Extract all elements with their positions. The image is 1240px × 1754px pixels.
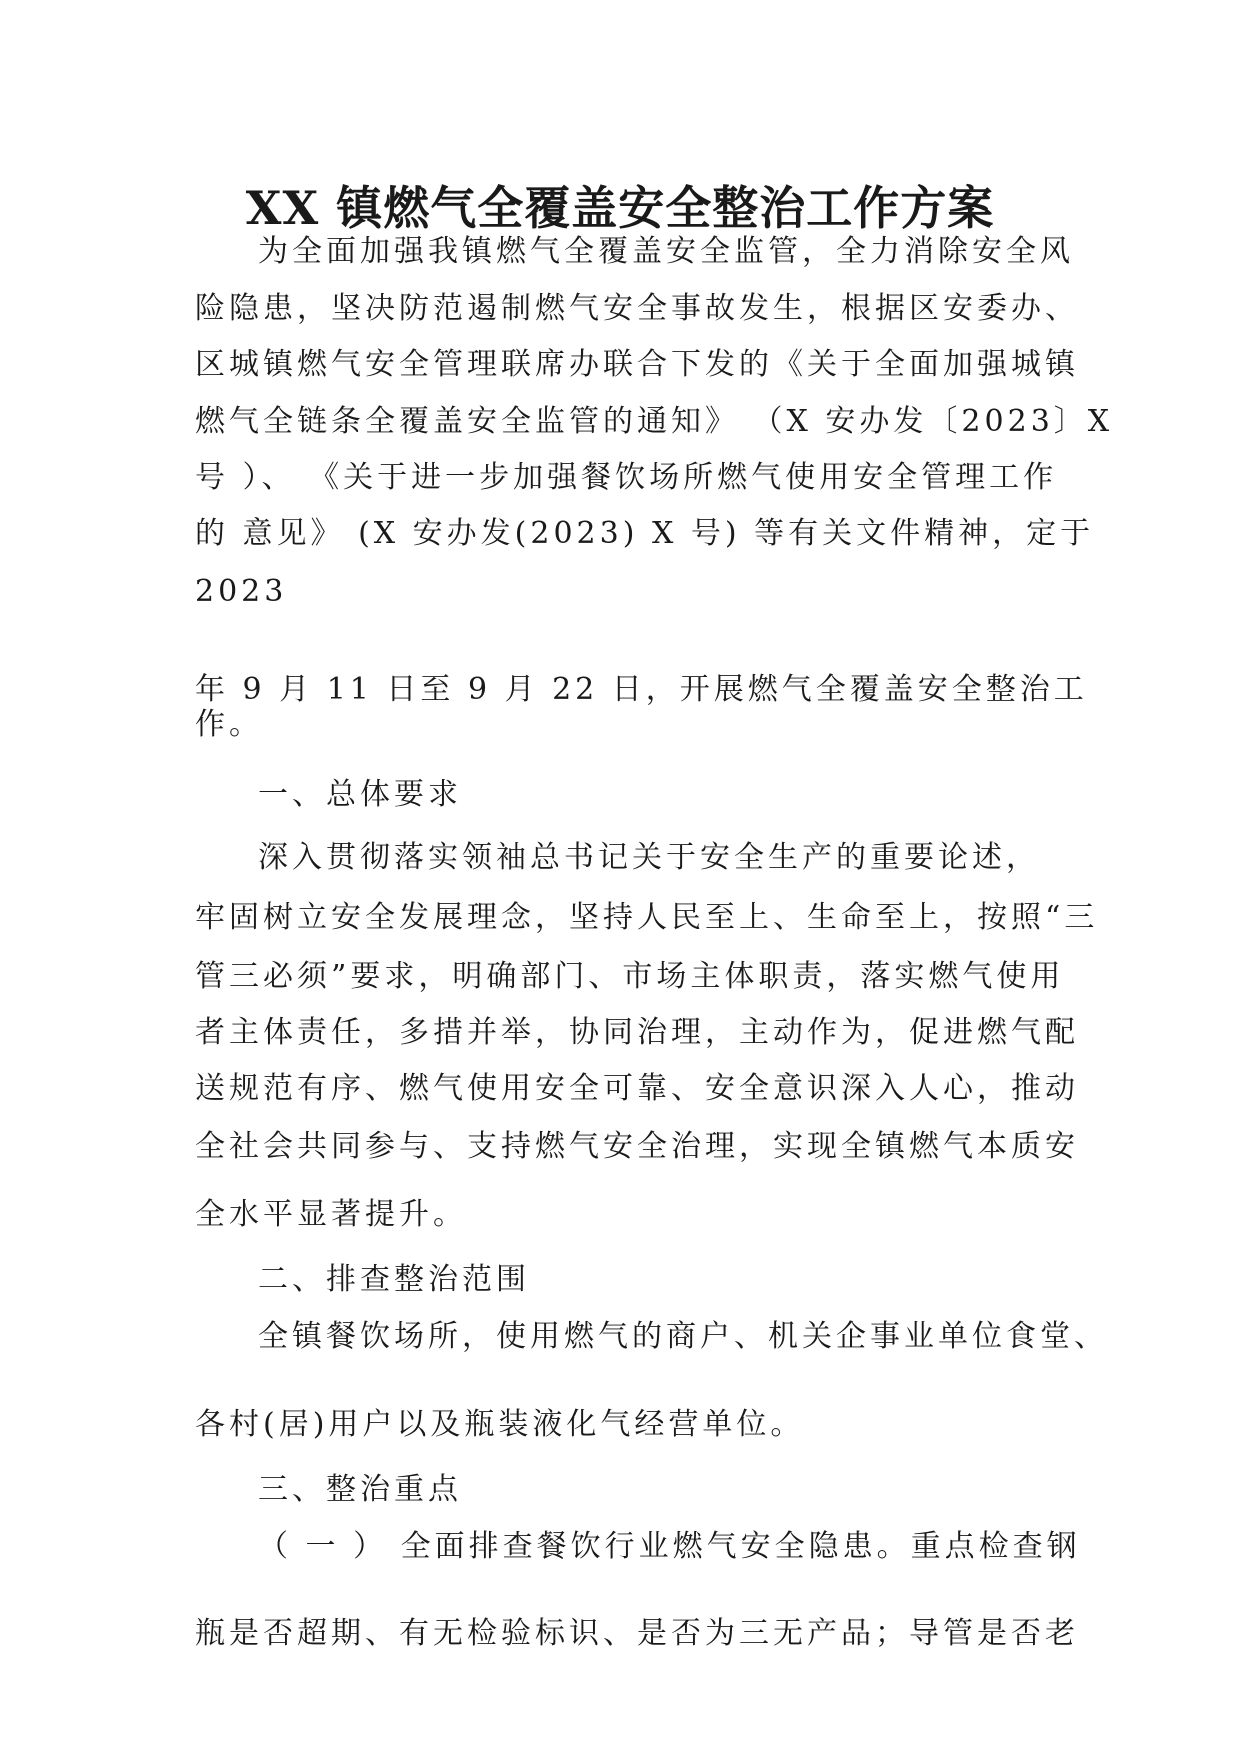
document-title: XX 镇燃气全覆盖安全整治工作方案 — [245, 181, 995, 235]
section-heading: 二、排查整治范围 — [258, 1262, 530, 1297]
paragraph-line: 的 意见》 (X 安办发(2023) X 号) 等有关文件精神，定于 — [195, 516, 1095, 551]
section-heading: 三、整治重点 — [258, 1472, 462, 1507]
paragraph-line: 作。 — [195, 707, 263, 742]
paragraph-line: 瓶是否超期、有无检验标识、是否为三无产品；导管是否老 — [195, 1616, 1079, 1651]
paragraph-line: 全镇餐饮场所，使用燃气的商户、机关企事业单位食堂、 — [258, 1319, 1108, 1354]
paragraph-line: 年 9 月 11 日至 9 月 22 日，开展燃气全覆盖安全整治工 — [195, 672, 1088, 707]
paragraph-line: 险隐患，坚决防范遏制燃气安全事故发生，根据区安委办、 — [195, 291, 1079, 326]
paragraph-line: 2023 — [195, 574, 288, 609]
paragraph-line: 牢固树立安全发展理念，坚持人民至上、生命至上，按照“三 — [195, 900, 1099, 935]
paragraph-line: 为全面加强我镇燃气全覆盖安全监管，全力消除安全风 — [258, 234, 1074, 269]
paragraph-line: 区城镇燃气安全管理联席办联合下发的《关于全面加强城镇 — [195, 347, 1079, 382]
paragraph-line: 深入贯彻落实领袖总书记关于安全生产的重要论述， — [258, 840, 1040, 875]
paragraph-line: 燃气全链条全覆盖安全监管的通知》 （X 安办发〔2023〕X — [195, 404, 1114, 439]
paragraph-line: 号 ）、 《关于进一步加强餐饮场所燃气使用安全管理工作 — [195, 460, 1058, 495]
paragraph-line: 各村(居)用户以及瓶装液化气经营单位。 — [195, 1407, 805, 1442]
section-heading: 一、总体要求 — [258, 777, 462, 812]
paragraph-line: 者主体责任，多措并举，协同治理，主动作为，促进燃气配 — [195, 1015, 1079, 1050]
paragraph-line: 送规范有序、燃气使用安全可靠、安全意识深入人心，推动 — [195, 1071, 1079, 1106]
paragraph-line: （ 一 ） 全面排查餐饮行业燃气安全隐患。重点检查钢 — [258, 1529, 1081, 1564]
paragraph-line: 全水平显著提升。 — [195, 1197, 467, 1232]
paragraph-line: 全社会共同参与、支持燃气安全治理，实现全镇燃气本质安 — [195, 1129, 1079, 1164]
paragraph-line: 管三必须”要求，明确部门、市场主体职责，落实燃气使用 — [195, 959, 1065, 994]
